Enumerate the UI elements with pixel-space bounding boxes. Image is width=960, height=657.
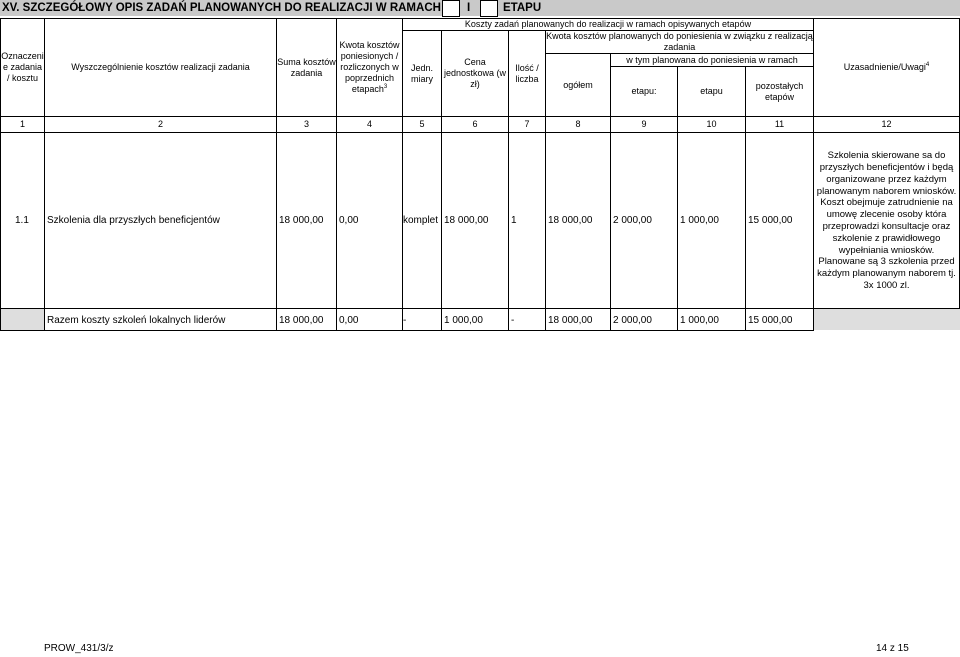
header-kwota-poprzednie (337, 19, 402, 116)
total-row-shading (1, 309, 44, 330)
column-number-6: 6 (472, 119, 478, 129)
header-jedn-miary: Jedn. miary (410, 62, 434, 84)
title-etapu: ETAPU (503, 2, 542, 14)
total-cena: 1 000,00 (444, 315, 483, 326)
row-ogolem: 18 000,00 (548, 215, 593, 226)
total-ilosc: - (511, 315, 515, 326)
column-number-2: 2 (157, 119, 163, 129)
total-poprzednie: 0,00 (339, 315, 359, 326)
row-etap-2: 1 000,00 (680, 215, 719, 226)
header-wyszczegolnienie: Wyszczególnienie kosztów realizacji zadania (71, 62, 250, 72)
header-group-w-tym: w tym planowana do poniesienia w ramach (626, 54, 798, 65)
header-kwota-poprzednie-text: Kwota kosztów poniesionych / rozliczonych w poprzednich etapach (339, 40, 400, 94)
header-cena-jednostkowa: Cena jednostkowa (w zł) (443, 57, 507, 89)
row-description: Szkolenia dla przyszłych beneficjentów (47, 215, 220, 226)
column-number-1: 1 (19, 119, 25, 129)
footnote-3: 3 (383, 84, 388, 90)
total-suma: 18 000,00 (279, 315, 324, 326)
stage-checkbox-2[interactable] (480, 0, 498, 17)
row-ilosc: 1 (511, 215, 517, 226)
total-etap-2: 1 000,00 (680, 315, 719, 326)
header-uzasadnienie (814, 19, 959, 116)
row-pozostale: 15 000,00 (748, 215, 793, 226)
column-number-9: 9 (641, 119, 647, 129)
footer-document-code: PROW_431/3/z (44, 643, 114, 654)
header-etapu-2: etapu (700, 86, 723, 96)
row-jedn-miary: komplet (403, 215, 439, 226)
total-ogolem: 18 000,00 (548, 315, 593, 326)
header-ilosc: Ilość / liczba (515, 62, 539, 84)
title-stage-number: I (467, 2, 471, 14)
total-label: Razem koszty szkoleń lokalnych liderów (47, 315, 226, 326)
column-number-10: 10 (706, 119, 717, 129)
column-number-4: 4 (366, 119, 372, 129)
footnote-4: 4 (925, 62, 930, 68)
header-ogolem: ogółem (563, 79, 593, 90)
column-number-8: 8 (575, 119, 581, 129)
row-etap-1: 2 000,00 (613, 215, 652, 226)
header-etapu-1: etapu: (631, 86, 657, 96)
column-number-12: 12 (881, 119, 892, 129)
total-row-shading-right (814, 309, 960, 330)
header-group-koszty-zadan: Koszty zadań planowanych do realizacji w ramach opisywanych etapów (464, 19, 752, 29)
column-number-7: 7 (524, 119, 530, 129)
header-suma-kosztow: Suma kosztów zadania (277, 56, 336, 78)
column-number-5: 5 (419, 119, 425, 129)
header-pozostalych-etapow: pozostałych etapów (755, 80, 804, 102)
row-suma: 18 000,00 (279, 215, 324, 226)
stage-checkbox-1[interactable] (442, 0, 460, 17)
header-oznaczenie: Oznaczeni e zadania / kosztu (1, 51, 44, 83)
total-etap-1: 2 000,00 (613, 315, 652, 326)
column-number-11: 11 (774, 119, 785, 129)
row-id: 1.1 (15, 215, 29, 226)
section-title: XV. SZCZEGÓŁOWY OPIS ZADAŃ PLANOWANYCH DO REALIZACJI W RAMACH (2, 2, 441, 14)
column-number-3: 3 (303, 119, 309, 129)
total-jedn-miary: - (403, 315, 407, 326)
row-cena: 18 000,00 (444, 215, 489, 226)
row-uzasadnienie: Szkolenia skierowane sa do przyszłych beneficjentów i będą organizowane przez każdym planowanym naborem wniosków. Koszt obejmuje zatrudnienie na umowę zlecenie osoby która przeprowadzi konsultacje oraz szkolenie z prawidłowego wypełniania wniosków. Planowane są 3 szkolenia przed każdym planowanym naborem tj. 3x 1000 zl. (816, 150, 957, 291)
header-group-kwota: Kwota kosztów planowanych do poniesienia w związku z realizacją zadania (546, 31, 813, 52)
total-pozostale: 15 000,00 (748, 315, 793, 326)
header-uzasadnienie-text: Uzasadnienie/Uwagi (843, 62, 926, 72)
row-poprzednie: 0,00 (339, 215, 359, 226)
footer-page-number: 14 z 15 (876, 643, 909, 654)
